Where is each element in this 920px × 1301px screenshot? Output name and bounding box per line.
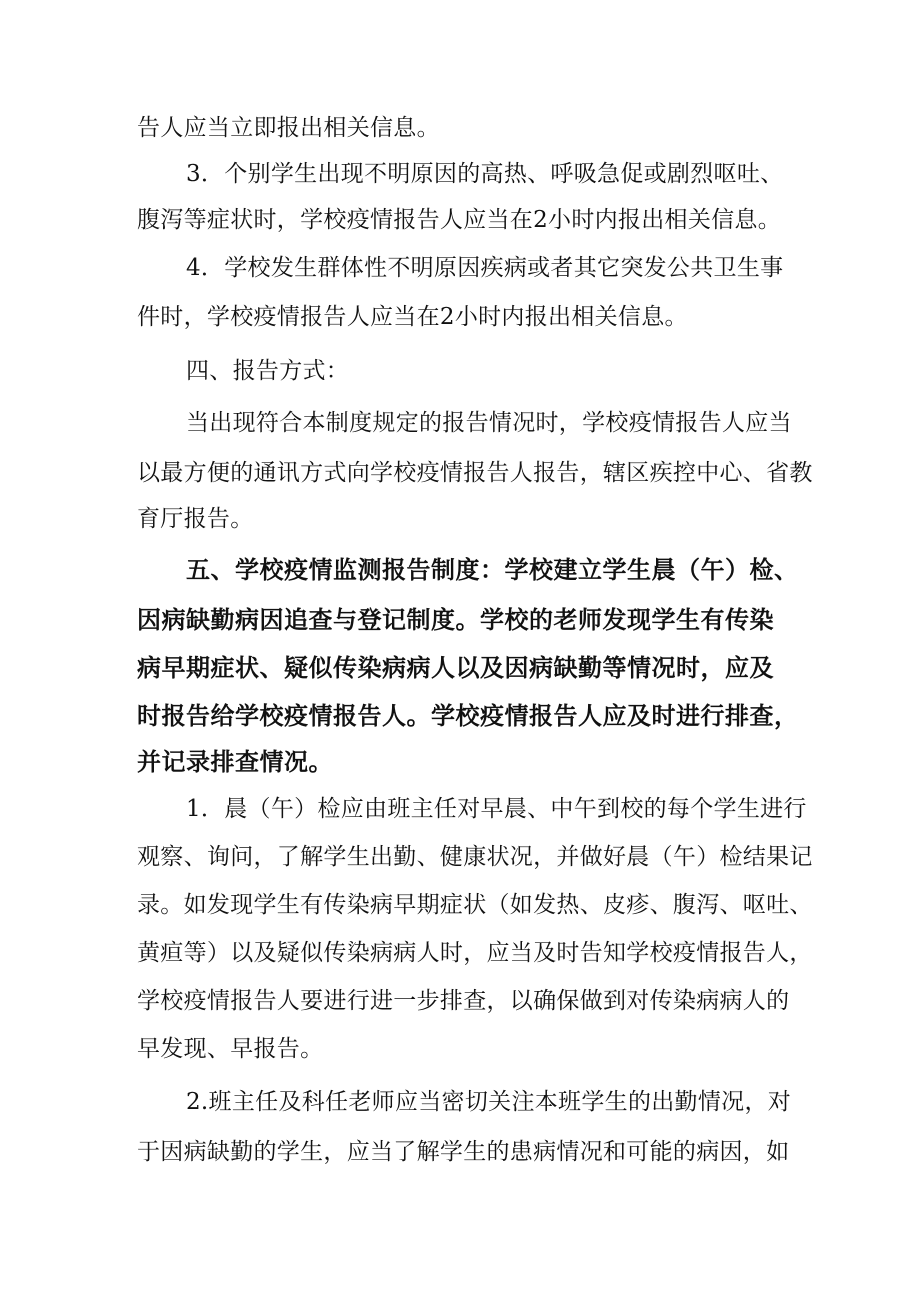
section-heading-4: 四、报告方式： <box>186 358 350 384</box>
text-line-13: 时报告给学校疫情报告人。学校疫情报告人应及时进行排查， <box>137 702 799 730</box>
text-line-17: 录。如发现学生有传染病早期症状（如发热、皮疹、腹泻、呕吐、 <box>137 892 813 918</box>
text-line-14: 并记录排查情况。 <box>137 748 333 776</box>
text-line-16: 观察、询问，了解学生出勤、健康状况，并做好晨（午）检结果记 <box>137 844 813 870</box>
text-line-18: 黄疸等）以及疑似传染病病人时，应当及时告知学校疫情报告人， <box>137 940 813 966</box>
text-line-1: 告人应当立即报出相关信息。 <box>137 115 440 141</box>
text-line-12: 病早期症状、疑似传染病病人以及因病缺勤等情况时，应及 <box>137 654 774 682</box>
text-line-3: 腹泻等症状时，学校疫情报告人应当在2小时内报出相关信息。 <box>137 207 782 233</box>
section-heading-5: 五、学校疫情监测报告制度：学校建立学生晨（午）检、 <box>186 556 799 584</box>
text-line-21: 2.班主任及科任老师应当密切关注本班学生的出勤情况，对 <box>186 1089 792 1115</box>
text-line-15: 1．晨（午）检应由班主任对早晨、中午到校的每个学生进行 <box>186 796 807 822</box>
text-line-11: 因病缺勤病因追查与登记制度。学校的老师发现学生有传染 <box>137 606 774 634</box>
text-line-20: 早发现、早报告。 <box>137 1036 324 1062</box>
text-line-2: 3．个别学生出现不明原因的高热、呼吸急促或剧烈呕吐、 <box>186 161 784 187</box>
text-line-8: 以最方便的通讯方式向学校疫情报告人报告，辖区疾控中心、省教 <box>137 460 813 486</box>
text-line-19: 学校疫情报告人要进行进一步排查，以确保做到对传染病病人的 <box>137 988 790 1014</box>
text-line-22: 于因病缺勤的学生，应当了解学生的患病情况和可能的病因，如 <box>137 1139 790 1165</box>
text-line-7: 当出现符合本制度规定的报告情况时，学校疫情报告人应当 <box>186 410 792 436</box>
text-line-5: 件时，学校疫情报告人应当在2小时内报出相关信息。 <box>137 304 688 330</box>
text-line-4: 4．学校发生群体性不明原因疾病或者其它突发公共卫生事 <box>186 255 784 281</box>
text-line-9: 育厅报告。 <box>137 506 254 532</box>
